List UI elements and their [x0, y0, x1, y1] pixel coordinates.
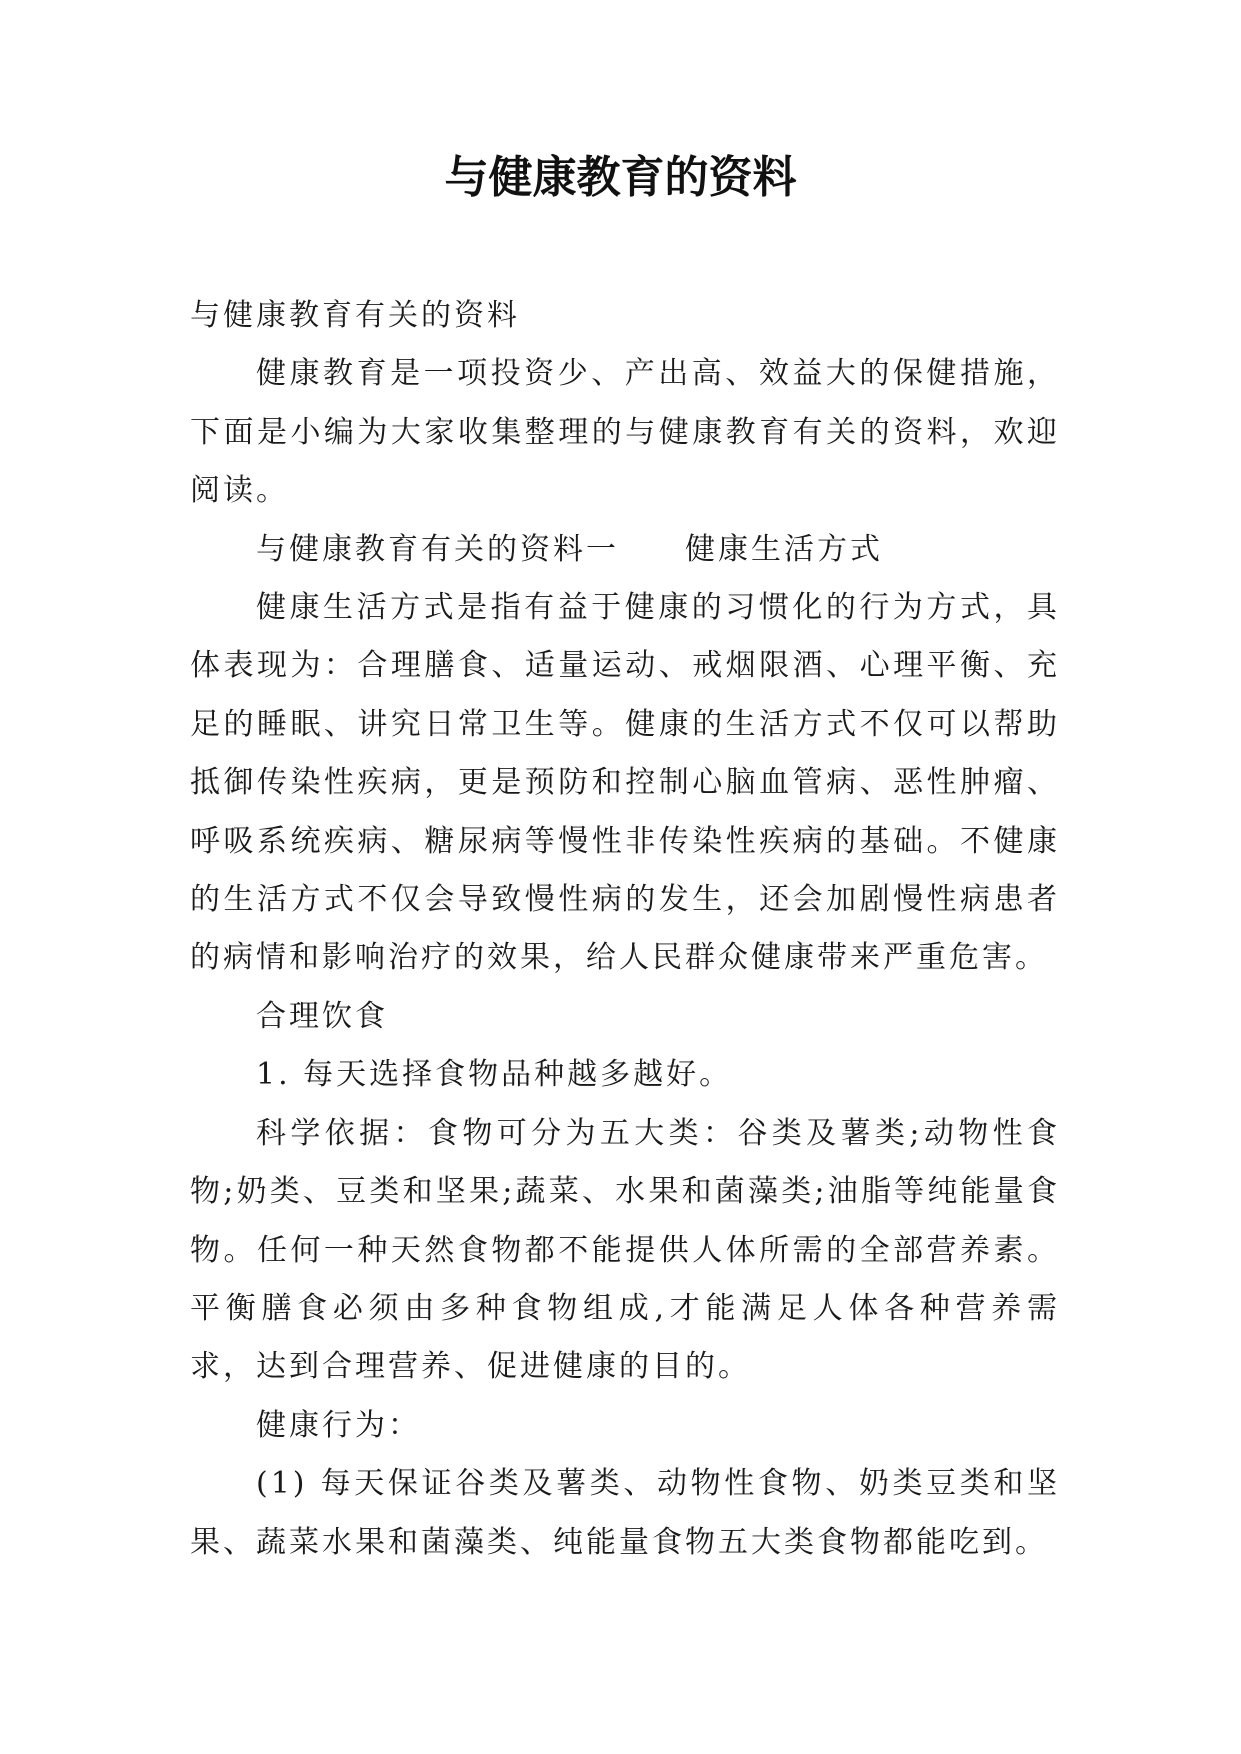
subheading-behavior: 健康行为： — [256, 1407, 421, 1443]
subheading-diet: 合理饮食 — [256, 998, 388, 1034]
lifestyle-paragraph: 健康生活方式是指有益于健康的习惯化的行为方式，具体表现为：合理膳食、适量运动、戒烟限酒、心理平衡、充足的睡眠、讲究日常卫生等。健康的生活方式不仅可以帮助抵御传染性疾病，更是预防和控制心脑血管病、恶性肿瘤、呼吸系统疾病、糖尿病等慢性非传染性疾病的基础。不健康的生活方式不仅会导致慢性病的发生，还会加剧慢性病患者的病情和影响治疗的效果，给人民群众健康带来严重危害。 — [190, 590, 1060, 976]
section-heading-topic: 健康生活方式 — [685, 531, 883, 567]
intro-paragraph: 健康教育是一项投资少、产出高、效益大的保健措施，下面是小编为大家收集整理的与健康教育有关的资料，欢迎阅读。 — [190, 356, 1060, 509]
behavior-item-1: (1) 每天保证谷类及薯类、动物性食物、奶类豆类和坚果、蔬菜水果和菌藻类、纯能量食物五大类食物都能吃到。 — [190, 1466, 1060, 1560]
section-heading-label: 与健康教育有关的资料一 — [256, 531, 619, 567]
list-item-1: 1. 每天选择食物品种越多越好。 — [256, 1057, 733, 1093]
document-title: 与健康教育的资料 — [444, 152, 797, 203]
intro-heading: 与健康教育有关的资料 — [190, 298, 520, 333]
section-heading — [190, 521, 1060, 579]
scientific-basis-paragraph: 科学依据：食物可分为五大类：谷类及薯类;动物性食物;奶类、豆类和坚果;蔬菜、水果和菌藻类;油脂等纯能量食物。任何一种天然食物都不能提供人体所需的全部营养素。平衡膳食必须由多种食物组成,才能满足人体各种营养需求，达到合理营养、促进健康的目的。 — [190, 1115, 1060, 1385]
document-body — [190, 287, 1060, 1572]
